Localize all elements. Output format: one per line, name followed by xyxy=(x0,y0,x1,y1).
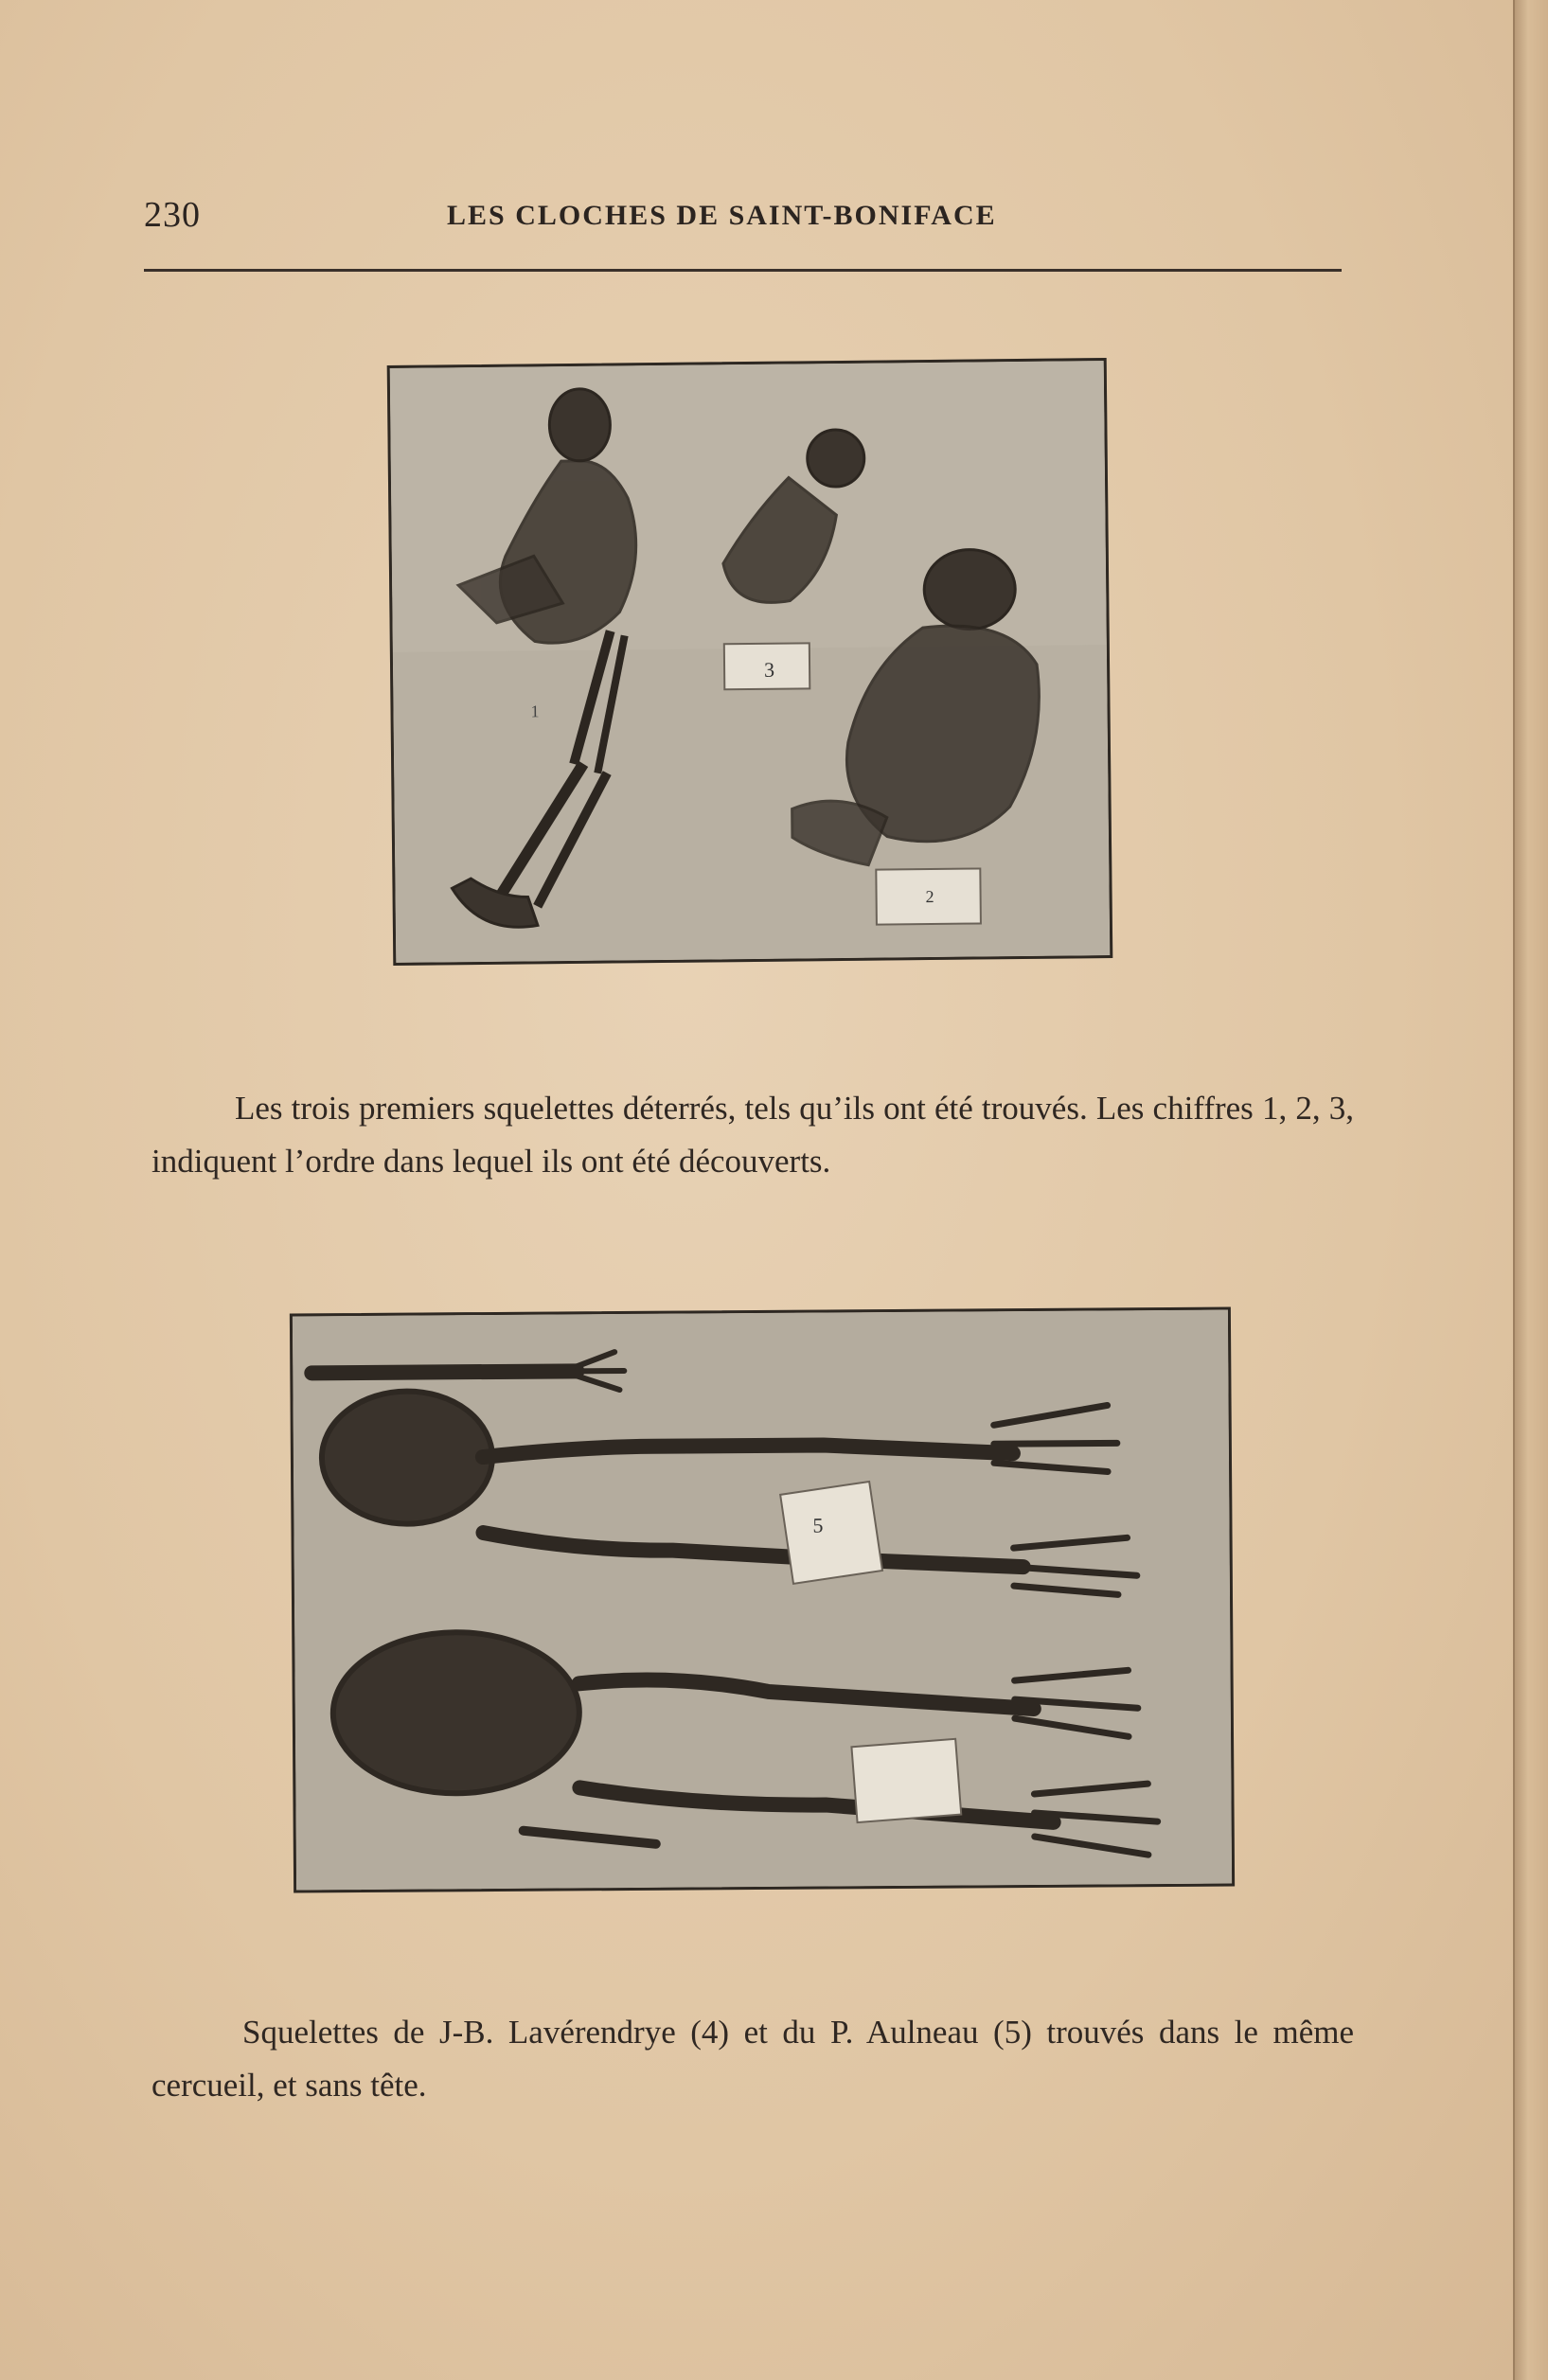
page-gutter xyxy=(1513,0,1548,2380)
figure-caption-1: Les trois premiers squelettes déterrés, tels qu’ils ont été trouvés. Les chiffres 1, 2, 3, indiquent l’ordre dans lequel ils ont été découverts. xyxy=(151,1090,1354,1180)
label-card-5 xyxy=(780,1482,882,1584)
figure-caption-2: Squelettes de J-B. Lavérendrye (4) et du P. Aulneau (5) trouvés dans le même cercueil, et sans tête. xyxy=(151,2014,1354,2104)
photo-two-skeletons xyxy=(290,1307,1235,1893)
page-number: 230 xyxy=(144,195,201,235)
skeletons-photo-1-illustration xyxy=(390,361,1111,963)
photo-label-5: 5 xyxy=(812,1513,824,1537)
photo-three-skeletons xyxy=(387,358,1113,966)
page-header xyxy=(144,194,1342,251)
photo-label-3: 3 xyxy=(763,657,775,682)
photo-label-1: 1 xyxy=(530,702,540,721)
skeletons-photo-2-illustration xyxy=(293,1310,1232,1891)
header-rule xyxy=(144,269,1342,272)
running-title: LES CLOCHES DE SAINT-BONIFACE xyxy=(447,200,997,231)
label-card-4 xyxy=(851,1739,961,1822)
photo-label-2: 2 xyxy=(925,886,934,907)
